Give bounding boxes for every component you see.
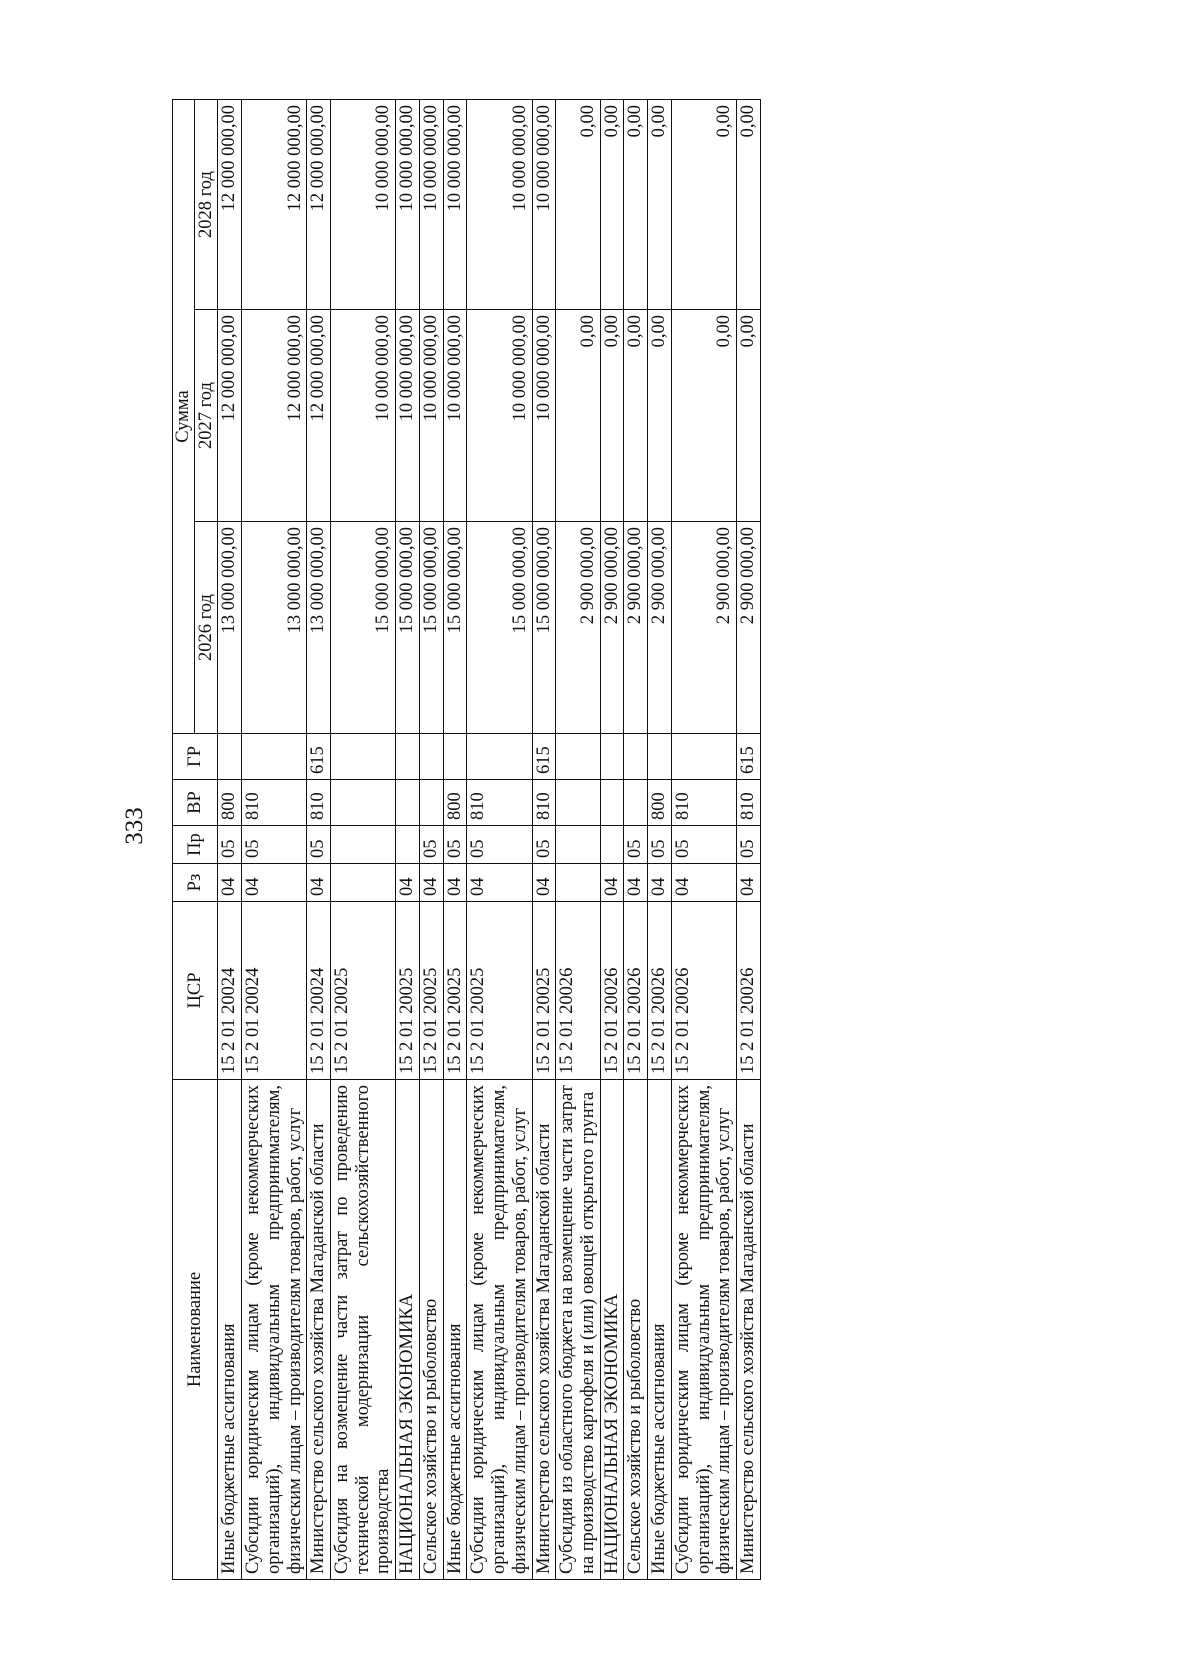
cell-name: Сельское хозяйство и рыболовство [419, 1080, 443, 1580]
table-row [600, 100, 624, 1580]
cell-amount-2026: 13 000 000,00 [242, 522, 307, 734]
cell-pr [396, 826, 420, 864]
table-row [331, 100, 396, 1580]
cell-amount-2028: 10 000 000,00 [396, 100, 420, 310]
cell-amount-2028: 12 000 000,00 [242, 100, 307, 310]
cell-pr: 05 [624, 826, 648, 864]
cell-rz: 04 [396, 864, 420, 902]
cell-gr: 615 [532, 734, 556, 780]
cell-amount-2027: 12 000 000,00 [307, 310, 331, 522]
cell-amount-2026: 15 000 000,00 [331, 522, 396, 734]
cell-amount-2027: 12 000 000,00 [218, 310, 242, 522]
cell-gr [242, 734, 307, 780]
cell-gr [218, 734, 242, 780]
cell-pr: 05 [671, 826, 736, 864]
cell-vr: 810 [467, 780, 532, 826]
cell-name: Субсидии юридическим лицам (кроме некоммерческих организаций), индивидуальным предпринимателям, физическим лицам – производителям товаров, работ, услуг [467, 1080, 532, 1580]
cell-vr: 800 [648, 780, 672, 826]
cell-csr: 15 2 01 20024 [307, 902, 331, 1080]
table-row [443, 100, 467, 1580]
cell-gr [331, 734, 396, 780]
cell-vr: 810 [307, 780, 331, 826]
cell-pr: 05 [443, 826, 467, 864]
cell-vr: 800 [443, 780, 467, 826]
cell-amount-2026: 13 000 000,00 [218, 522, 242, 734]
cell-rz: 04 [532, 864, 556, 902]
budget-table [172, 99, 761, 1580]
cell-pr: 05 [242, 826, 307, 864]
table-row [242, 100, 307, 1580]
cell-vr [624, 780, 648, 826]
cell-pr [600, 826, 624, 864]
cell-amount-2026: 2 900 000,00 [736, 522, 760, 734]
cell-name: Министерство сельского хозяйства Магаданской области [307, 1080, 331, 1580]
cell-amount-2027: 0,00 [556, 310, 600, 522]
cell-vr: 810 [532, 780, 556, 826]
page-number: 333 [121, 807, 148, 845]
cell-rz: 04 [218, 864, 242, 902]
cell-pr: 05 [307, 826, 331, 864]
cell-gr [671, 734, 736, 780]
header-sum: Сумма [173, 100, 195, 734]
budget-table-container [172, 100, 1200, 1580]
cell-amount-2027: 10 000 000,00 [467, 310, 532, 522]
table-row [532, 100, 556, 1580]
cell-amount-2028: 10 000 000,00 [443, 100, 467, 310]
cell-amount-2028: 0,00 [600, 100, 624, 310]
cell-vr: 810 [671, 780, 736, 826]
header-2028: 2028 год [194, 100, 218, 310]
table-row [624, 100, 648, 1580]
cell-name: НАЦИОНАЛЬНАЯ ЭКОНОМИКА [396, 1080, 420, 1580]
cell-amount-2026: 15 000 000,00 [443, 522, 467, 734]
cell-csr: 15 2 01 20026 [556, 902, 600, 1080]
cell-gr: 615 [307, 734, 331, 780]
cell-csr: 15 2 01 20026 [736, 902, 760, 1080]
cell-amount-2026: 2 900 000,00 [624, 522, 648, 734]
cell-vr: 810 [242, 780, 307, 826]
table-row [556, 100, 600, 1580]
cell-rz: 04 [419, 864, 443, 902]
cell-pr: 05 [648, 826, 672, 864]
cell-csr: 15 2 01 20024 [242, 902, 307, 1080]
cell-vr [331, 780, 396, 826]
cell-pr: 05 [532, 826, 556, 864]
cell-csr: 15 2 01 20026 [671, 902, 736, 1080]
cell-name: Министерство сельского хозяйства Магаданской области [736, 1080, 760, 1580]
cell-name: Субсидия из областного бюджета на возмещение части затрат на производство картофеля и (или) овощей открытого грунта [556, 1080, 600, 1580]
cell-amount-2028: 0,00 [624, 100, 648, 310]
cell-amount-2026: 15 000 000,00 [532, 522, 556, 734]
cell-gr [600, 734, 624, 780]
cell-rz: 04 [736, 864, 760, 902]
cell-amount-2027: 10 000 000,00 [396, 310, 420, 522]
cell-csr: 15 2 01 20025 [396, 902, 420, 1080]
cell-vr [600, 780, 624, 826]
table-row [736, 100, 760, 1580]
cell-gr [624, 734, 648, 780]
cell-rz: 04 [443, 864, 467, 902]
cell-amount-2027: 0,00 [671, 310, 736, 522]
cell-amount-2026: 2 900 000,00 [556, 522, 600, 734]
cell-rz [331, 864, 396, 902]
cell-amount-2028: 10 000 000,00 [532, 100, 556, 310]
cell-rz [556, 864, 600, 902]
cell-pr: 05 [736, 826, 760, 864]
table-row [419, 100, 443, 1580]
cell-name: Субсидии юридическим лицам (кроме некоммерческих организаций), индивидуальным предпринимателям, физическим лицам – производителям товаров, работ, услуг [671, 1080, 736, 1580]
cell-name: Иные бюджетные ассигнования [443, 1080, 467, 1580]
cell-amount-2027: 0,00 [736, 310, 760, 522]
cell-amount-2026: 15 000 000,00 [419, 522, 443, 734]
cell-gr [396, 734, 420, 780]
cell-vr: 800 [218, 780, 242, 826]
cell-amount-2026: 15 000 000,00 [467, 522, 532, 734]
cell-csr: 15 2 01 20026 [600, 902, 624, 1080]
header-gr: ГР [173, 734, 218, 780]
cell-pr: 05 [218, 826, 242, 864]
cell-amount-2027: 0,00 [600, 310, 624, 522]
header-2026: 2026 год [194, 522, 218, 734]
header-2027: 2027 год [194, 310, 218, 522]
cell-rz: 04 [648, 864, 672, 902]
cell-rz: 04 [467, 864, 532, 902]
cell-pr: 05 [419, 826, 443, 864]
cell-vr [556, 780, 600, 826]
cell-amount-2027: 12 000 000,00 [242, 310, 307, 522]
cell-amount-2027: 10 000 000,00 [532, 310, 556, 522]
cell-gr [467, 734, 532, 780]
cell-amount-2028: 0,00 [671, 100, 736, 310]
cell-pr: 05 [467, 826, 532, 864]
cell-pr [556, 826, 600, 864]
cell-name: Иные бюджетные ассигнования [648, 1080, 672, 1580]
cell-csr: 15 2 01 20025 [331, 902, 396, 1080]
table-row [218, 100, 242, 1580]
table-row [467, 100, 532, 1580]
cell-amount-2026: 13 000 000,00 [307, 522, 331, 734]
table-row [307, 100, 331, 1580]
cell-gr [443, 734, 467, 780]
cell-csr: 15 2 01 20025 [532, 902, 556, 1080]
cell-rz: 04 [624, 864, 648, 902]
cell-gr [648, 734, 672, 780]
cell-gr: 615 [736, 734, 760, 780]
cell-csr: 15 2 01 20025 [443, 902, 467, 1080]
cell-name: Сельское хозяйство и рыболовство [624, 1080, 648, 1580]
header-vr: ВР [173, 780, 218, 826]
cell-name: Иные бюджетные ассигнования [218, 1080, 242, 1580]
cell-amount-2028: 0,00 [736, 100, 760, 310]
header-csr: ЦСР [173, 902, 218, 1080]
cell-amount-2027: 10 000 000,00 [419, 310, 443, 522]
table-row [648, 100, 672, 1580]
table-row [671, 100, 736, 1580]
cell-amount-2026: 2 900 000,00 [600, 522, 624, 734]
cell-vr: 810 [736, 780, 760, 826]
cell-amount-2027: 0,00 [624, 310, 648, 522]
cell-rz: 04 [671, 864, 736, 902]
cell-name: Министерство сельского хозяйства Магаданской области [532, 1080, 556, 1580]
cell-name: Субсидия на возмещение части затрат по проведению технической модернизации сельскохозяйственного производства [331, 1080, 396, 1580]
cell-csr: 15 2 01 20026 [648, 902, 672, 1080]
cell-amount-2026: 2 900 000,00 [671, 522, 736, 734]
table-row [396, 100, 420, 1580]
cell-amount-2027: 10 000 000,00 [443, 310, 467, 522]
cell-amount-2028: 10 000 000,00 [467, 100, 532, 310]
cell-gr [556, 734, 600, 780]
cell-pr [331, 826, 396, 864]
header-rz: Рз [173, 864, 218, 902]
cell-amount-2028: 0,00 [556, 100, 600, 310]
cell-csr: 15 2 01 20024 [218, 902, 242, 1080]
cell-amount-2028: 12 000 000,00 [218, 100, 242, 310]
cell-amount-2028: 12 000 000,00 [307, 100, 331, 310]
cell-gr [419, 734, 443, 780]
cell-rz: 04 [600, 864, 624, 902]
cell-amount-2028: 0,00 [648, 100, 672, 310]
cell-rz: 04 [307, 864, 331, 902]
cell-vr [419, 780, 443, 826]
cell-csr: 15 2 01 20026 [624, 902, 648, 1080]
cell-name: НАЦИОНАЛЬНАЯ ЭКОНОМИКА [600, 1080, 624, 1580]
header-pr: Пр [173, 826, 218, 864]
cell-amount-2026: 15 000 000,00 [396, 522, 420, 734]
cell-amount-2028: 10 000 000,00 [419, 100, 443, 310]
cell-csr: 15 2 01 20025 [419, 902, 443, 1080]
header-name: Наименование [173, 1080, 218, 1580]
cell-name: Субсидии юридическим лицам (кроме некоммерческих организаций), индивидуальным предпринимателям, физическим лицам – производителям товаров, работ, услуг [242, 1080, 307, 1580]
cell-amount-2026: 2 900 000,00 [648, 522, 672, 734]
cell-amount-2027: 10 000 000,00 [331, 310, 396, 522]
cell-vr [396, 780, 420, 826]
cell-amount-2027: 0,00 [648, 310, 672, 522]
cell-amount-2028: 10 000 000,00 [331, 100, 396, 310]
table-header-row [173, 100, 195, 1580]
cell-csr: 15 2 01 20025 [467, 902, 532, 1080]
cell-rz: 04 [242, 864, 307, 902]
